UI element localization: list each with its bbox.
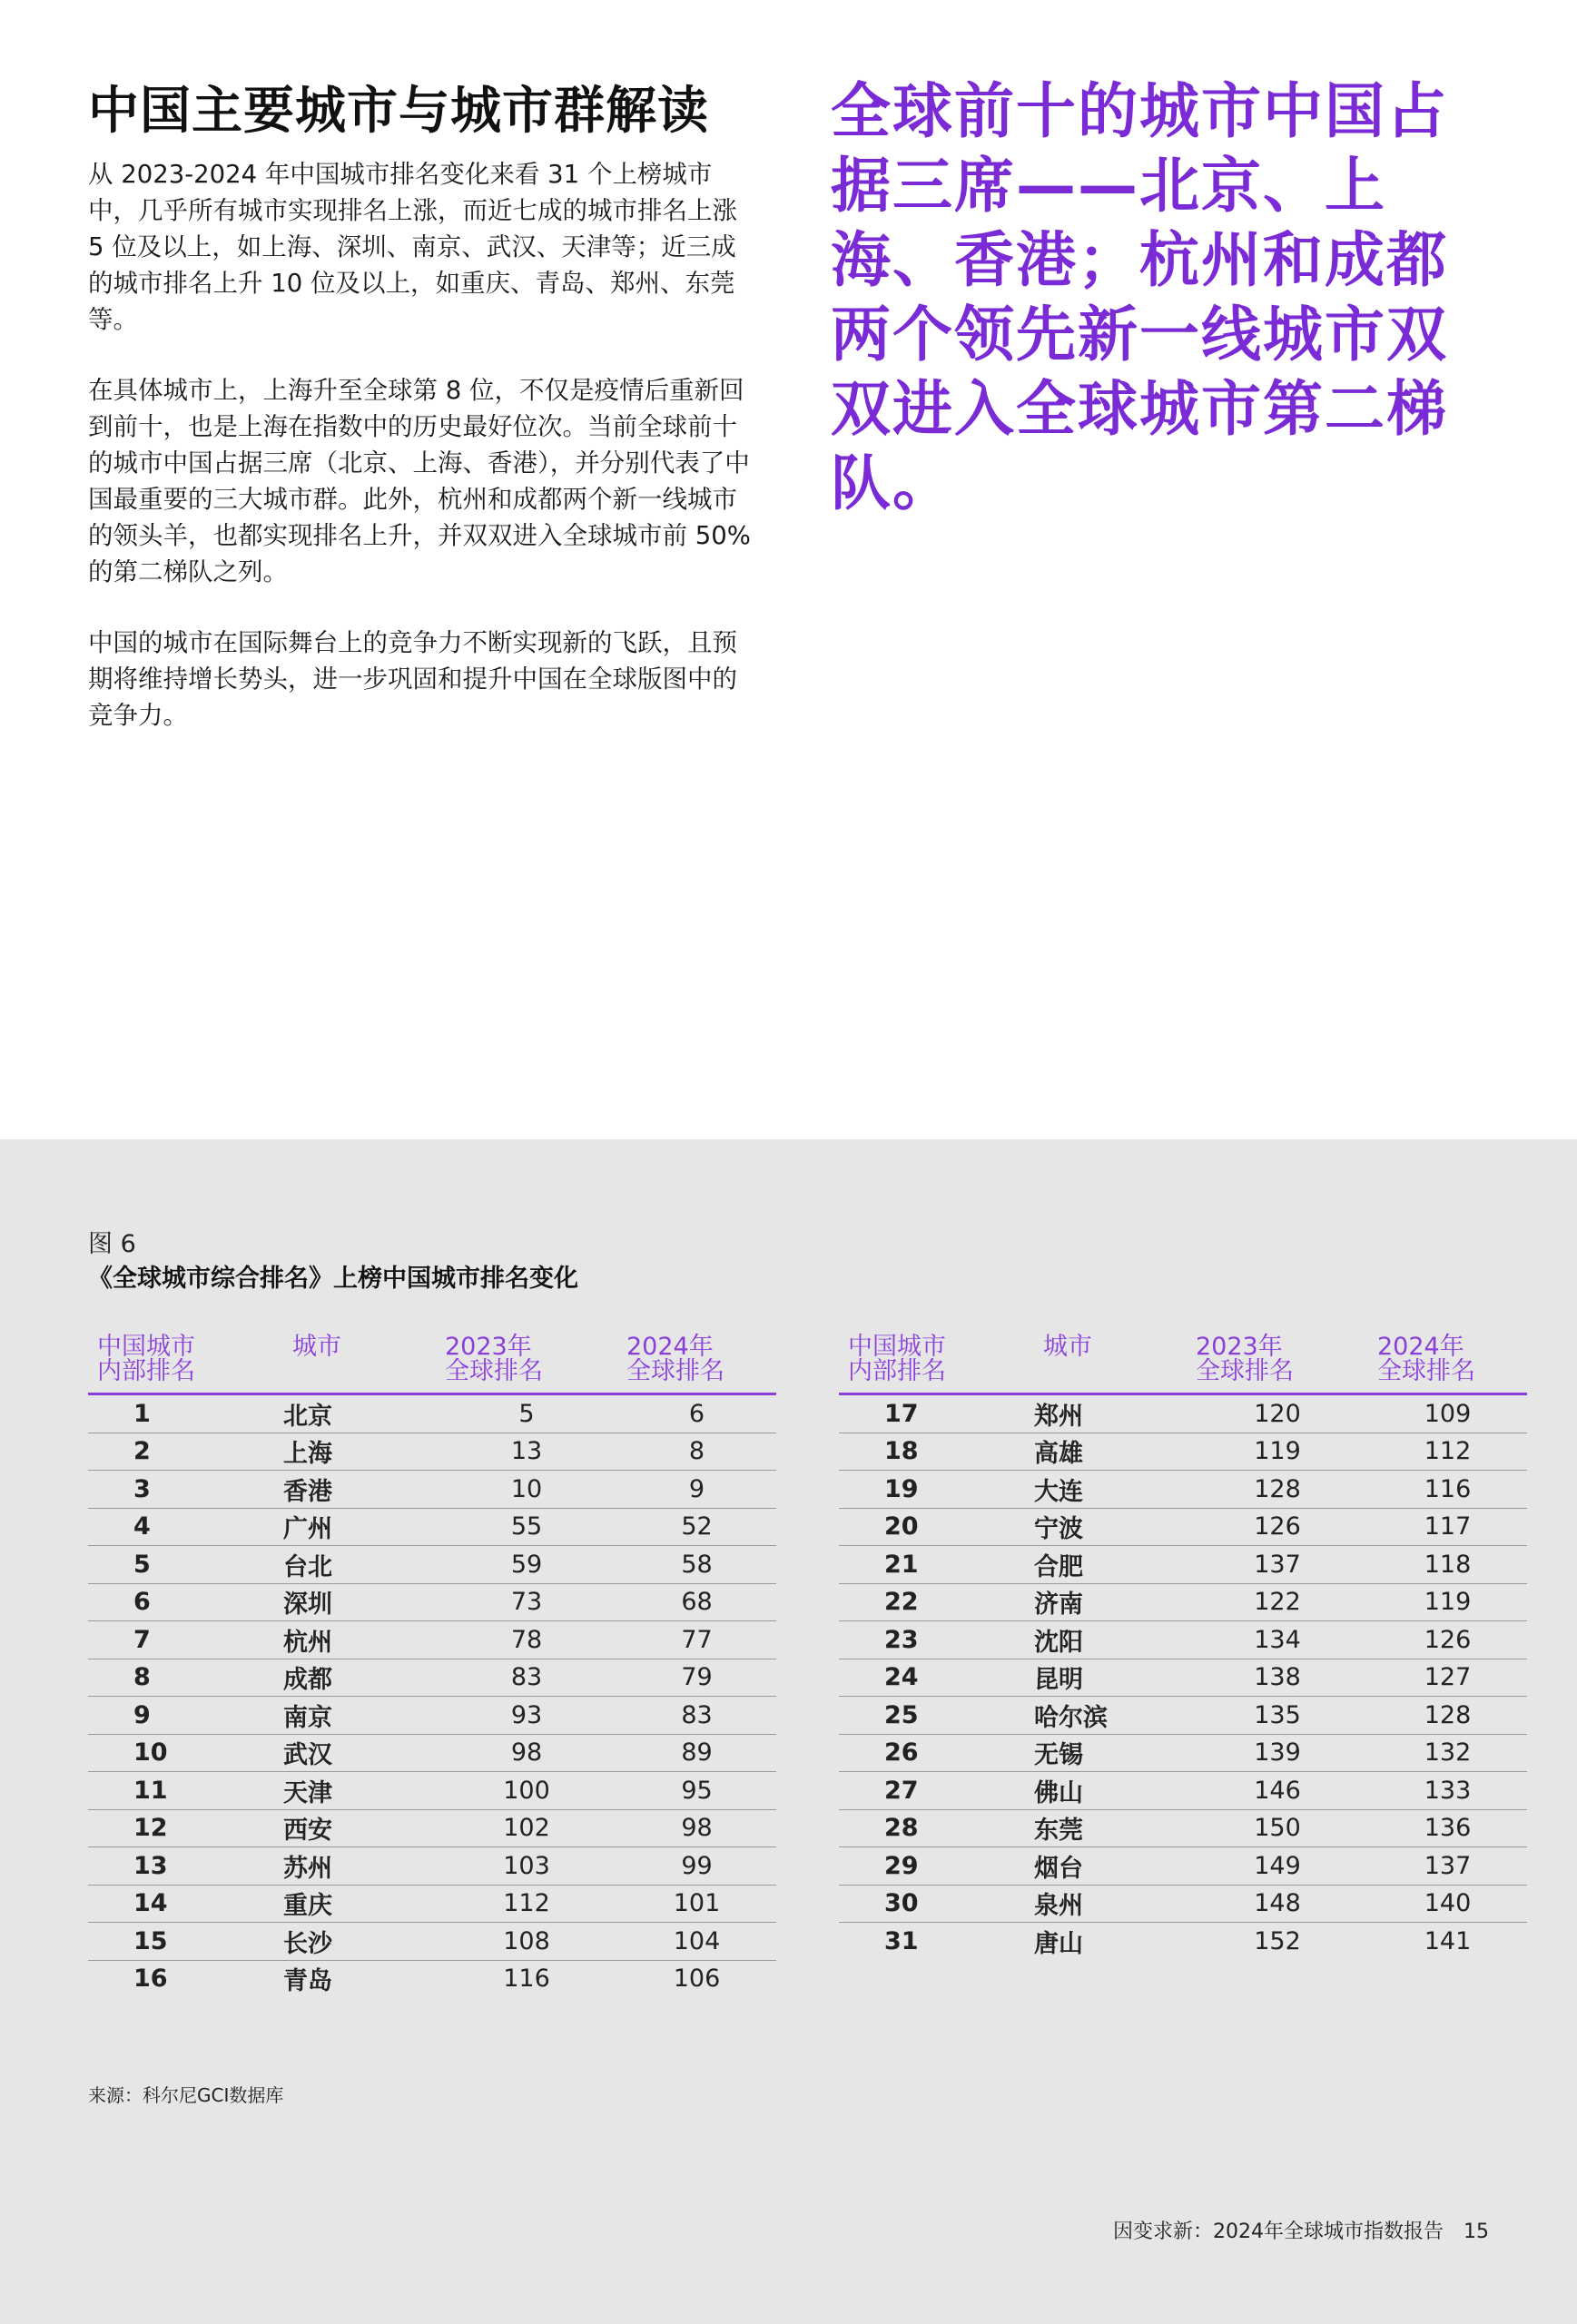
rank-2024-cell: 117 <box>1368 1508 1527 1546</box>
rank-2024-cell: 112 <box>1368 1433 1527 1471</box>
rank-2023-cell: 73 <box>436 1583 617 1621</box>
city-name-cell: 泉州 <box>1034 1885 1187 1923</box>
rank-2024-cell: 104 <box>617 1923 776 1961</box>
table-row <box>88 1659 776 1697</box>
rank-2023-cell: 98 <box>436 1734 617 1772</box>
table-row <box>88 1772 776 1810</box>
city-name-cell: 台北 <box>283 1546 436 1584</box>
city-name-cell: 天津 <box>283 1772 436 1810</box>
domestic-rank-cell: 13 <box>88 1847 283 1886</box>
rank-2024-cell: 52 <box>617 1508 776 1546</box>
domestic-rank-cell: 26 <box>839 1734 1034 1772</box>
city-name-cell: 唐山 <box>1034 1929 1083 1958</box>
city-name-cell: 武汉 <box>283 1734 436 1772</box>
city-name-cell: 苏州 <box>283 1847 436 1886</box>
rank-2024-cell: 140 <box>1368 1885 1527 1923</box>
city-name-cell: 重庆 <box>283 1885 436 1923</box>
domestic-rank-cell: 18 <box>839 1433 1034 1471</box>
city-name-cell: 杭州 <box>283 1621 436 1659</box>
table-row <box>88 1508 776 1546</box>
city-name-cell: 香港 <box>283 1471 436 1509</box>
ranking-table-right <box>839 1327 1527 1960</box>
table-row <box>88 1809 776 1847</box>
table-row <box>839 1546 1527 1584</box>
rank-2024-cell: 8 <box>617 1433 776 1471</box>
table-row <box>839 1923 1527 1960</box>
rank-2023-cell: 78 <box>436 1621 617 1659</box>
rank-2023-cell: 152 <box>1254 1926 1301 1955</box>
rank-2023-cell: 150 <box>1187 1809 1368 1847</box>
domestic-rank-cell: 8 <box>88 1659 283 1697</box>
domestic-rank-cell: 20 <box>839 1508 1034 1546</box>
table-body-left <box>88 1394 776 1998</box>
city-name-cell: 佛山 <box>1034 1772 1187 1810</box>
table-row <box>839 1734 1527 1772</box>
table-row <box>839 1772 1527 1810</box>
rank-2024-cell: 101 <box>617 1885 776 1923</box>
domestic-rank-cell: 31 <box>884 1926 919 1955</box>
table-row <box>839 1433 1527 1471</box>
rank-2023-cell: 139 <box>1187 1734 1368 1772</box>
city-name-cell: 广州 <box>283 1508 436 1546</box>
ranking-table-left <box>88 1327 776 1997</box>
city-name-cell: 东莞 <box>1034 1809 1187 1847</box>
rank-2024-cell: 106 <box>673 1965 721 1994</box>
domestic-rank-cell: 4 <box>88 1508 283 1546</box>
rank-2023-cell: 137 <box>1187 1546 1368 1584</box>
domestic-rank-cell: 11 <box>88 1772 283 1810</box>
rank-2023-cell: 134 <box>1187 1621 1368 1659</box>
rank-2024-cell: 58 <box>617 1546 776 1584</box>
table-row <box>839 1508 1527 1546</box>
domestic-rank-cell: 3 <box>88 1471 283 1509</box>
rank-2024-cell: 6 <box>617 1394 776 1433</box>
city-name-cell: 沈阳 <box>1034 1621 1187 1659</box>
table-row <box>88 1960 776 1997</box>
domestic-rank-cell: 21 <box>839 1546 1034 1584</box>
rank-2023-cell: 108 <box>436 1923 617 1961</box>
rank-2023-cell: 128 <box>1187 1471 1368 1509</box>
table-row <box>88 1394 776 1433</box>
domestic-rank-cell: 27 <box>839 1772 1034 1810</box>
city-name-cell: 无锡 <box>1034 1734 1187 1772</box>
rank-2024-cell: 116 <box>1368 1471 1527 1509</box>
city-name-cell: 成都 <box>283 1659 436 1697</box>
city-name-cell: 长沙 <box>283 1923 436 1961</box>
city-name-cell: 北京 <box>283 1394 436 1433</box>
rank-2023-cell: 120 <box>1187 1394 1368 1433</box>
rank-2024-cell: 126 <box>1368 1621 1527 1659</box>
city-name-cell: 昆明 <box>1034 1659 1187 1697</box>
rank-2024-cell: 127 <box>1368 1659 1527 1697</box>
rank-2023-cell: 149 <box>1187 1847 1368 1886</box>
table-row <box>839 1394 1527 1433</box>
table-body-right <box>839 1394 1527 1960</box>
table-row <box>839 1809 1527 1847</box>
table-row <box>839 1885 1527 1923</box>
rank-2024-cell: 89 <box>617 1734 776 1772</box>
rank-2024-cell: 79 <box>617 1659 776 1697</box>
figure-label: 图 6 <box>88 1230 136 1258</box>
rank-2024-cell: 77 <box>617 1621 776 1659</box>
domestic-rank-cell: 24 <box>839 1659 1034 1697</box>
rank-2023-cell: 138 <box>1187 1659 1368 1697</box>
rank-2023-cell: 102 <box>436 1809 617 1847</box>
rank-2023-cell: 103 <box>436 1847 617 1886</box>
paragraph-1: 从 2023-2024 年中国城市排名变化来看 31 个上榜城市中，几乎所有城市实现排名上涨，而近七成的城市排名上涨 5 位及以上，如上海、深圳、南京、武汉、天津等；近三成的城市排名上升 10 位及以上，如重庆、青岛、郑州、东莞等。 <box>88 160 737 334</box>
rank-2024-cell: 9 <box>617 1471 776 1509</box>
table-row <box>88 1583 776 1621</box>
rank-2023-cell: 13 <box>436 1433 617 1471</box>
rank-2023-cell: 10 <box>436 1471 617 1509</box>
table-row <box>839 1659 1527 1697</box>
domestic-rank-cell: 16 <box>133 1965 168 1994</box>
city-name-cell: 哈尔滨 <box>1034 1697 1187 1735</box>
rank-2023-cell: 112 <box>436 1885 617 1923</box>
table-row <box>88 1734 776 1772</box>
header-rank-2023: 2023年 全球排名 <box>1187 1327 1368 1394</box>
rank-2024-cell: 99 <box>617 1847 776 1886</box>
domestic-rank-cell: 17 <box>839 1394 1034 1433</box>
header-rank-2024: 2024年 全球排名 <box>617 1327 776 1394</box>
rank-2024-cell: 119 <box>1368 1583 1527 1621</box>
city-name-cell: 深圳 <box>283 1583 436 1621</box>
rank-2024-cell: 136 <box>1368 1809 1527 1847</box>
rank-2024-cell: 118 <box>1368 1546 1527 1584</box>
table-row <box>839 1621 1527 1659</box>
page-number: 15 <box>1464 2221 1489 2243</box>
header-city: 城市 <box>283 1327 436 1394</box>
table-row <box>88 1621 776 1659</box>
rank-2024-cell: 98 <box>617 1809 776 1847</box>
city-name-cell: 烟台 <box>1034 1847 1187 1886</box>
footer-report-title: 因变求新：2024年全球城市指数报告 <box>1113 2221 1444 2243</box>
rank-2023-cell: 126 <box>1187 1508 1368 1546</box>
domestic-rank-cell: 28 <box>839 1809 1034 1847</box>
header-domestic-rank: 中国城市 内部排名 <box>88 1327 283 1394</box>
city-name-cell: 南京 <box>283 1697 436 1735</box>
rank-2023-cell: 135 <box>1187 1697 1368 1735</box>
body-text <box>88 156 751 768</box>
header-rank-2024: 2024年 全球排名 <box>1368 1327 1527 1394</box>
header-domestic-rank: 中国城市 内部排名 <box>839 1327 1034 1394</box>
rank-2023-cell: 5 <box>436 1394 617 1433</box>
domestic-rank-cell: 23 <box>839 1621 1034 1659</box>
domestic-rank-cell: 29 <box>839 1847 1034 1886</box>
city-name-cell: 上海 <box>283 1433 436 1471</box>
rank-2023-cell: 59 <box>436 1546 617 1584</box>
domestic-rank-cell: 25 <box>839 1697 1034 1735</box>
table-row <box>839 1471 1527 1509</box>
rank-2024-cell: 137 <box>1368 1847 1527 1886</box>
domestic-rank-cell: 1 <box>88 1394 283 1433</box>
city-name-cell: 高雄 <box>1034 1433 1187 1471</box>
rank-2024-cell: 132 <box>1368 1734 1527 1772</box>
table-row <box>839 1697 1527 1735</box>
paragraph-3: 中国的城市在国际舞台上的竞争力不断实现新的飞跃，且预期将维持增长势头，进一步巩固和提升中国在全球版图中的竞争力。 <box>88 628 737 730</box>
table-row <box>88 1923 776 1961</box>
domestic-rank-cell: 6 <box>88 1583 283 1621</box>
domestic-rank-cell: 7 <box>88 1621 283 1659</box>
table-row <box>88 1847 776 1886</box>
rank-2023-cell: 148 <box>1187 1885 1368 1923</box>
city-name-cell: 郑州 <box>1034 1394 1187 1433</box>
domestic-rank-cell: 22 <box>839 1583 1034 1621</box>
rank-2024-cell: 95 <box>617 1772 776 1810</box>
pull-quote: 全球前十的城市中国占据三席——北京、上海、香港；杭州和成都两个领先新一线城市双双进入全球城市第二梯队。 <box>831 76 1448 518</box>
paragraph-2: 在具体城市上，上海升至全球第 8 位，不仅是疫情后重新回到前十，也是上海在指数中的历史最好位次。当前全球前十的城市中国占据三席（北京、上海、香港），并分别代表了中国最重要的三大城市群。此外，杭州和成都两个新一线城市的领头羊，也都实现排名上升，并双双进入全球城市前 50% 的第二梯队之列。 <box>88 376 751 586</box>
rank-2023-cell: 146 <box>1187 1772 1368 1810</box>
city-name-cell: 济南 <box>1034 1583 1187 1621</box>
rank-2023-cell: 55 <box>436 1508 617 1546</box>
rank-2023-cell: 116 <box>503 1965 550 1994</box>
domestic-rank-cell: 9 <box>88 1697 283 1735</box>
city-name-cell: 宁波 <box>1034 1508 1187 1546</box>
figure-title: 《全球城市综合排名》上榜中国城市排名变化 <box>88 1265 578 1293</box>
header-city: 城市 <box>1034 1327 1187 1394</box>
domestic-rank-cell: 15 <box>88 1923 283 1961</box>
table-row <box>88 1697 776 1735</box>
rank-2024-cell: 83 <box>617 1697 776 1735</box>
table-row <box>839 1583 1527 1621</box>
rank-2023-cell: 122 <box>1187 1583 1368 1621</box>
city-name-cell: 合肥 <box>1034 1546 1187 1584</box>
table-header-row <box>88 1327 776 1394</box>
rank-2024-cell: 128 <box>1368 1697 1527 1735</box>
domestic-rank-cell: 5 <box>88 1546 283 1584</box>
rank-2024-cell: 68 <box>617 1583 776 1621</box>
header-rank-2023: 2023年 全球排名 <box>436 1327 617 1394</box>
page-heading: 中国主要城市与城市群解读 <box>88 82 709 141</box>
table-row <box>88 1546 776 1584</box>
domestic-rank-cell: 2 <box>88 1433 283 1471</box>
table-row <box>88 1885 776 1923</box>
city-name-cell: 大连 <box>1034 1471 1187 1509</box>
table-row <box>88 1471 776 1509</box>
table-row <box>88 1433 776 1471</box>
domestic-rank-cell: 12 <box>88 1809 283 1847</box>
city-name-cell: 西安 <box>283 1809 436 1847</box>
domestic-rank-cell: 19 <box>839 1471 1034 1509</box>
rank-2023-cell: 100 <box>436 1772 617 1810</box>
table-header-row <box>839 1327 1527 1394</box>
domestic-rank-cell: 10 <box>88 1734 283 1772</box>
city-name-cell: 青岛 <box>283 1967 332 1996</box>
page-footer <box>1113 2216 1489 2244</box>
rank-2024-cell: 141 <box>1424 1926 1472 1955</box>
rank-2024-cell: 133 <box>1368 1772 1527 1810</box>
rank-2023-cell: 119 <box>1187 1433 1368 1471</box>
domestic-rank-cell: 30 <box>839 1885 1034 1923</box>
table-row <box>839 1847 1527 1886</box>
rank-2023-cell: 83 <box>436 1659 617 1697</box>
source-note: 来源：科尔尼GCI数据库 <box>88 2084 284 2106</box>
rank-2024-cell: 109 <box>1368 1394 1527 1433</box>
domestic-rank-cell: 14 <box>88 1885 283 1923</box>
rank-2023-cell: 93 <box>436 1697 617 1735</box>
